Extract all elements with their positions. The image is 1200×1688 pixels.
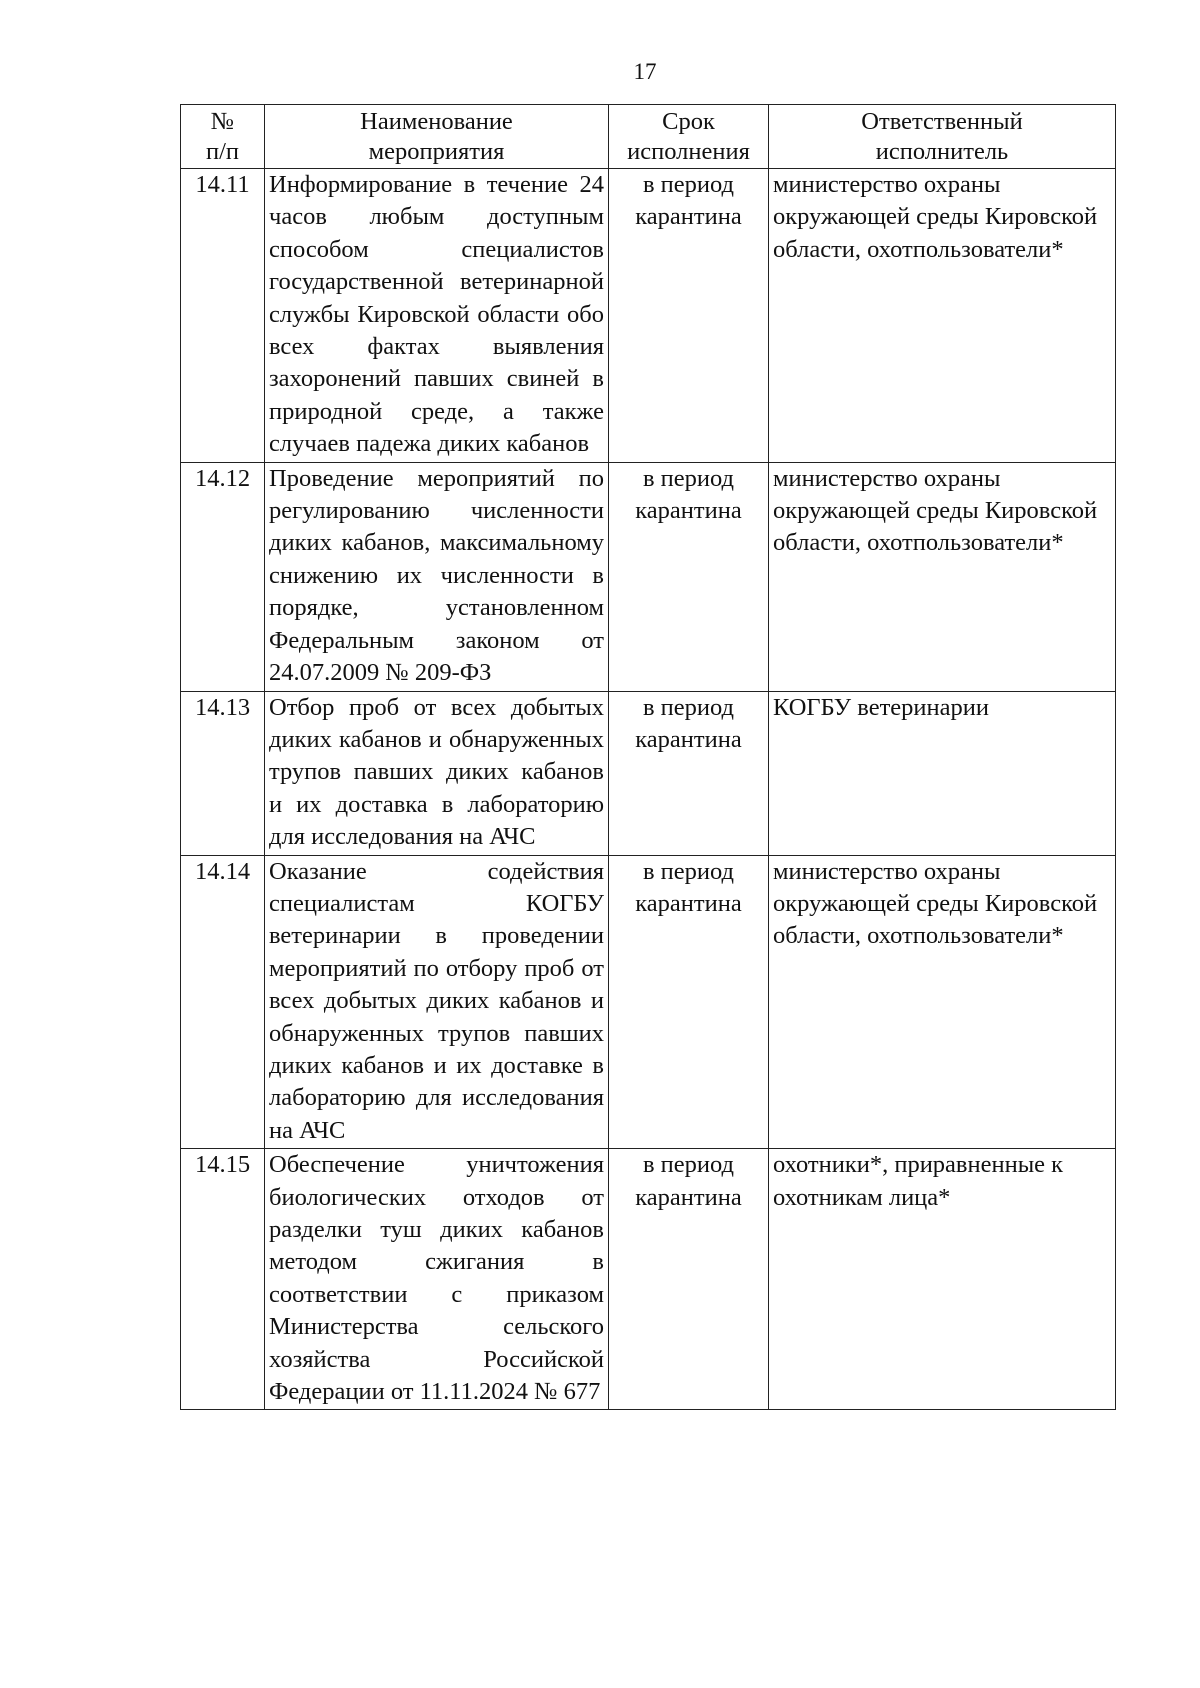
header-deadline-line-1: Срок — [662, 108, 715, 135]
activity-name: Отбор проб от всех добытых диких кабанов и обнаруженных трупов павших диких кабанов и их доставка в лабораторию для исследования на АЧС — [265, 691, 609, 855]
header-deadline — [609, 105, 769, 169]
deadline-line-1: в период — [642, 1151, 735, 1179]
table-row — [181, 462, 1116, 691]
header-activity-name-line-1: Наименование — [360, 108, 513, 135]
deadline-line-2: карантина — [635, 497, 742, 525]
row-number: 14.15 — [181, 1149, 265, 1410]
header-number-line-1: № — [210, 108, 235, 135]
row-number: 14.11 — [181, 169, 265, 463]
activity-name: Оказание содействия специалистам КОГБУ ветеринарии в проведении мероприятий по отбору проб от всех добытых диких кабанов и обнаруженных трупов павших диких кабанов и их доставке в лабораторию для исследования на АЧС — [265, 855, 609, 1149]
header-activity-name-line-2: мероприятия — [368, 138, 505, 165]
deadline-line-1: в период — [642, 693, 735, 721]
deadline-line-1: в период — [642, 171, 735, 198]
table-row — [181, 691, 1116, 855]
responsible-party: охотники*, приравненные к охотникам лица* — [769, 1149, 1116, 1410]
header-responsible-line-2: исполнитель — [875, 138, 1009, 165]
table-row — [181, 1149, 1116, 1410]
activity-name: Проведение мероприятий по регулированию численности диких кабанов, максимальному снижению их численности в порядке, установленном Федеральным законом от 24.07.2009 № 209-ФЗ — [265, 462, 609, 691]
deadline — [609, 169, 769, 463]
header-activity-name — [265, 105, 609, 169]
deadline-line-1: в период — [642, 857, 735, 885]
header-number-line-2: п/п — [205, 138, 240, 165]
deadline — [609, 1149, 769, 1410]
deadline-line-2: карантина — [635, 725, 742, 753]
row-number: 14.14 — [181, 855, 265, 1149]
deadline-line-2: карантина — [635, 203, 742, 231]
responsible-party: КОГБУ ветеринарии — [769, 691, 1116, 855]
header-deadline-line-2: исполнения — [627, 138, 750, 165]
deadline-line-2: карантина — [635, 1183, 742, 1211]
table-header-row — [181, 105, 1116, 169]
header-responsible-line-1: Ответственный — [861, 108, 1023, 135]
row-number: 14.12 — [181, 462, 265, 691]
responsible-party: министерство охраны окружающей среды Кировской области, охотпользователи* — [769, 462, 1116, 691]
header-responsible — [769, 105, 1116, 169]
deadline — [609, 462, 769, 691]
deadline-line-2: карантина — [635, 889, 742, 917]
table-row — [181, 855, 1116, 1149]
activity-name: Информирование в течение 24 часов любым доступным способом специалистов государственной ветеринарной службы Кировской области обо всех фактах выявления захоронений павших свиней в природной среде, а также случаев падежа диких кабанов — [265, 169, 609, 463]
responsible-party: министерство охраны окружающей среды Кировской области, охотпользователи* — [769, 169, 1116, 463]
activities-table — [180, 104, 1116, 1410]
header-number — [181, 105, 265, 169]
deadline — [609, 691, 769, 855]
deadline — [609, 855, 769, 1149]
table-row — [181, 169, 1116, 463]
row-number: 14.13 — [181, 691, 265, 855]
activity-name: Обеспечение уничтожения биологических отходов от разделки туш диких кабанов методом сжигания в соответствии с приказом Министерства сельского хозяйства Российской Федерации от 11.11.2024 № 677 — [265, 1149, 609, 1410]
page-number: 17 — [633, 59, 657, 84]
responsible-party: министерство охраны окружающей среды Кировской области, охотпользователи* — [769, 855, 1116, 1149]
deadline-line-1: в период — [642, 464, 735, 492]
